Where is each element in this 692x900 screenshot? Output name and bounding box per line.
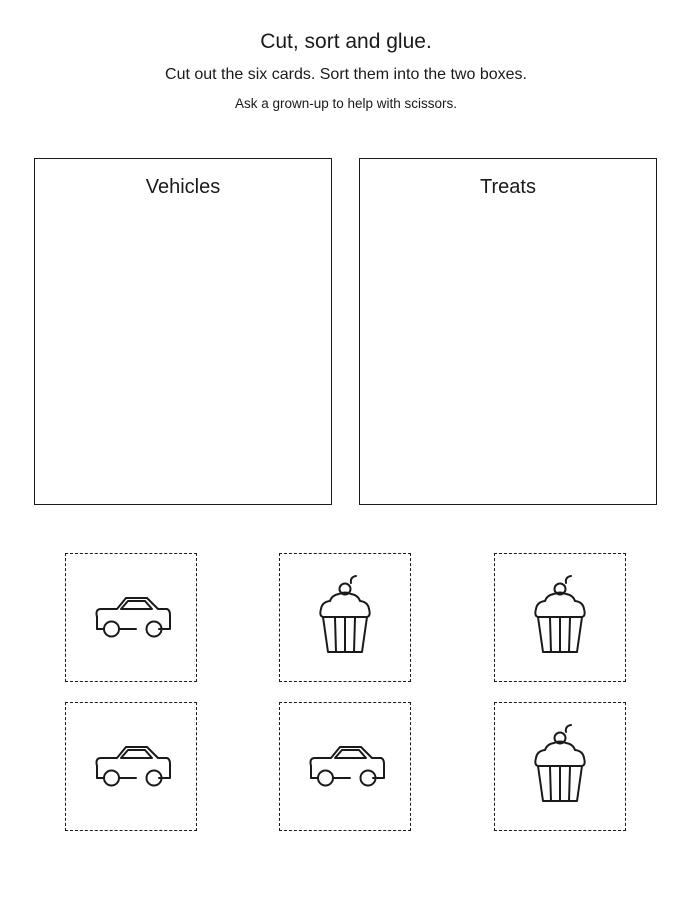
sort-box-treats[interactable] xyxy=(359,158,657,505)
sort-box-vehicles[interactable] xyxy=(34,158,332,505)
car-icon xyxy=(66,703,195,829)
car-icon xyxy=(280,703,409,829)
cut-card[interactable] xyxy=(65,553,197,682)
worksheet-instruction: Cut out the six cards. Sort them into the two boxes. xyxy=(165,66,527,83)
sort-box-label: Treats xyxy=(480,176,536,198)
cupcake-icon xyxy=(495,703,624,829)
cupcake-icon xyxy=(280,554,409,680)
cut-card[interactable] xyxy=(494,553,626,682)
cut-card[interactable] xyxy=(494,702,626,831)
worksheet-title: Cut, sort and glue. xyxy=(260,30,432,53)
cut-card[interactable] xyxy=(279,702,411,831)
sort-box-label: Vehicles xyxy=(145,176,221,198)
cupcake-icon xyxy=(495,554,624,680)
cut-card[interactable] xyxy=(65,702,197,831)
car-icon xyxy=(66,554,195,680)
safety-note: Ask a grown-up to help with scissors. xyxy=(234,96,458,111)
cut-card[interactable] xyxy=(279,553,411,682)
